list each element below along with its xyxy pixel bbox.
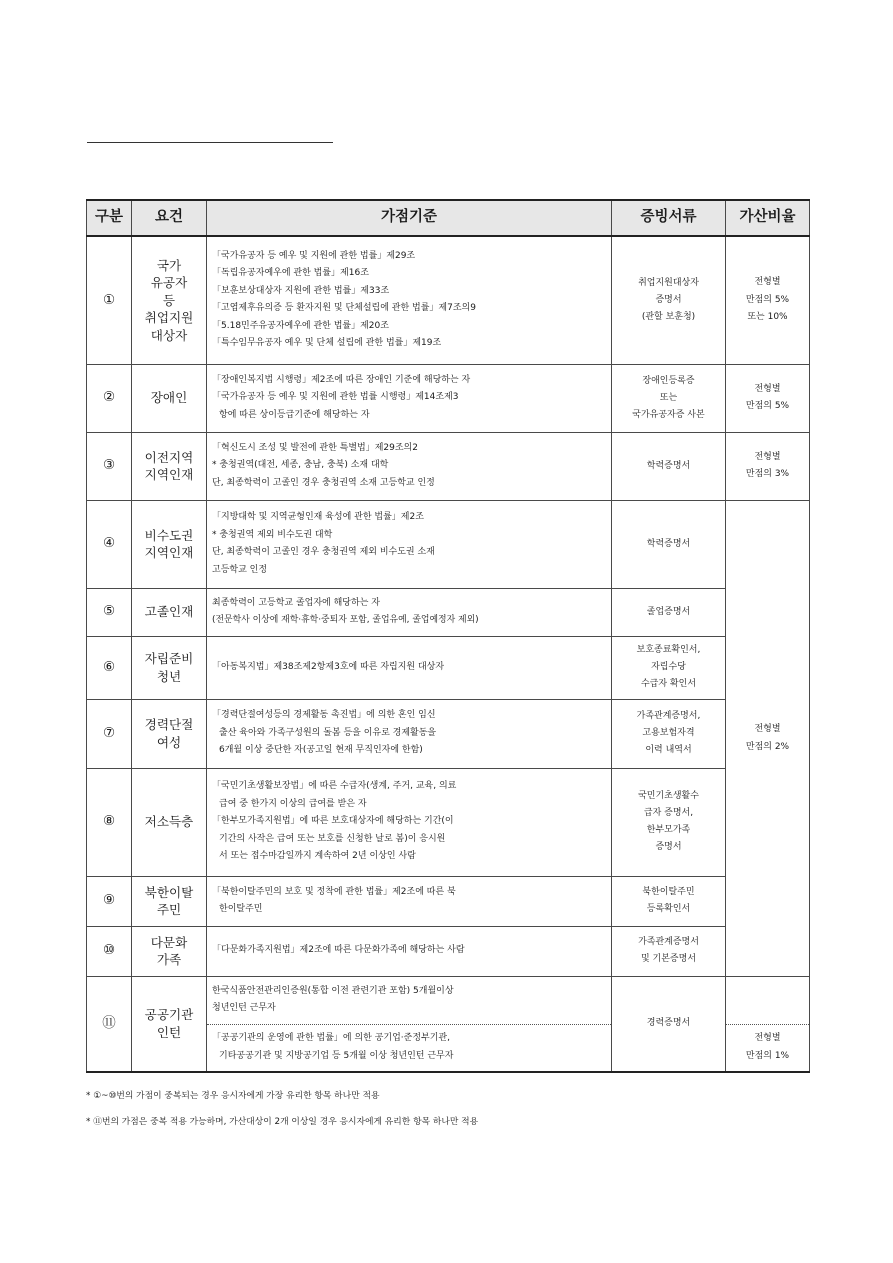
ratio-line: 전형별 (754, 724, 781, 734)
row-requirement (132, 768, 207, 876)
document-line: 이력 내역서 (645, 745, 692, 755)
criteria-line: 「경력단절여성등의 경제활동 촉진법」에 의한 혼인 임신 (212, 710, 436, 721)
row-number: ② (87, 364, 132, 432)
criteria-line: (전문학사 이상에 재학·휴학·중퇴자 포함, 졸업유예, 졸업예정자 제외) (212, 615, 479, 625)
document-line: 수급자 확인서 (640, 679, 697, 689)
requirement-line: 가족 (156, 952, 182, 967)
criteria-line: 「지방대학 및 지역균형인재 육성에 관한 법률」제2조 (212, 512, 424, 522)
document-line: 한부모가족 (646, 825, 691, 835)
criteria-line: 「장애인복지법 시행령」제2조에 따른 장애인 기준에 해당하는 자 (212, 374, 471, 385)
criteria-line: 항에 따른 상이등급기준에 해당하는 자 (219, 409, 370, 420)
row-requirement (132, 926, 207, 976)
row-requirement (132, 699, 207, 768)
row-documents (612, 500, 726, 588)
table-row (87, 926, 810, 976)
document-line: 자립수당 (651, 662, 686, 672)
table-row (87, 768, 810, 876)
requirement-line: 대상자 (150, 327, 188, 343)
ratio-line: 만점의 5% (745, 401, 790, 411)
criteria-line: 「5.18민주유공자예우에 관한 법률」제20조 (212, 320, 389, 331)
requirement-line: 저소득층 (144, 814, 194, 830)
table-row (87, 364, 810, 432)
row-requirement (132, 500, 207, 588)
row-documents (612, 636, 726, 699)
ratio-line: 전형별 (754, 451, 781, 462)
criteria-line: 「아동복지법」제38조제2항제3호에 따른 자립지원 대상자 (212, 661, 445, 672)
requirement-line: 자립준비 (144, 651, 194, 666)
table-row (87, 432, 810, 500)
criteria-line: 기간의 사작은 급여 또는 보호를 신청한 날로 봄)이 응시원 (219, 833, 446, 844)
document-line: 국민기초생활수 (638, 791, 699, 801)
row-documents (612, 768, 726, 876)
requirement-line: 인턴 (156, 1024, 182, 1040)
criteria-line: 최종학력이 고등학교 졸업자에 해당하는 자 (212, 597, 380, 608)
row-criteria (207, 236, 612, 364)
document-line: 등록확인서 (646, 904, 691, 914)
row-number: ⑥ (87, 636, 132, 699)
row-criteria (207, 432, 612, 500)
document-line: (관할 보훈청) (641, 311, 696, 322)
criteria-line: 「한부모가족지원법」에 따른 보호대상자에 해당하는 기간(이 (212, 816, 454, 827)
row-number: ⑧ (87, 768, 132, 876)
requirement-line: 이전지역 (144, 449, 194, 465)
footnote: * ①~⑩번의 가점이 중복되는 경우 응시자에게 가장 유리한 항목 하나만 적용 (86, 1091, 380, 1101)
requirement-line: 국가 (156, 257, 182, 273)
table-row (87, 500, 810, 588)
row-ratio (726, 236, 810, 364)
document-line: 증명서 (655, 294, 682, 305)
requirement-line: 지역인재 (144, 467, 194, 482)
bonus-criteria-table (86, 199, 810, 1073)
document-line: 가족관계증명서, (636, 711, 701, 721)
requirement-line: 등 (162, 292, 176, 308)
criteria-line: 고등학교 인정 (212, 564, 268, 575)
row-criteria (207, 588, 612, 636)
row-requirement (132, 364, 207, 432)
document-line: 학력증명서 (646, 538, 691, 549)
document-line: 취업지원대상자 (638, 277, 699, 288)
ratio-line: 전형별 (754, 277, 781, 287)
requirement-line: 유공자 (150, 275, 188, 290)
row-criteria (207, 500, 612, 588)
criteria-line: 단, 최종학력이 고졸인 경우 충청권역 소재 고등학교 인정 (212, 477, 435, 488)
row-requirement (132, 432, 207, 500)
criteria-line: 「특수임무유공자 예우 및 단체 설립에 관한 법률」제19조 (212, 338, 442, 349)
empty-ratio-cell (726, 976, 810, 1024)
criteria-line: 「고엽제후유의증 등 환자지원 및 단체설립에 관한 법률」제7조의9 (212, 303, 476, 314)
row-requirement (132, 236, 207, 364)
requirement-line: 여성 (156, 734, 182, 750)
row-documents (612, 876, 726, 926)
row-criteria (207, 364, 612, 432)
row-documents (612, 236, 726, 364)
requirement-line: 고졸인재 (144, 604, 194, 620)
row-criteria (207, 768, 612, 876)
header-documents: 증빙서류 (612, 200, 726, 236)
criteria-line: 급여 중 한가지 이상의 급여를 받은 자 (219, 798, 367, 809)
row-documents (612, 364, 726, 432)
criteria-line: 기타공공기관 및 지방공기업 등 5개월 이상 청년인턴 근무자 (219, 1050, 454, 1061)
document-line: 경력증명서 (646, 1018, 691, 1029)
row-criteria-a (207, 976, 612, 1024)
criteria-line: 「다문화가족지원법」제2조에 따른 다문화가족에 해당하는 사람 (212, 945, 465, 956)
criteria-line: 「공공기관의 운영에 관한 법률」에 의한 공기업·준정부기관, (212, 1033, 450, 1044)
criteria-line: 출산 육아와 가족구성원의 돌봄 등을 이유로 경제활동을 (219, 727, 437, 738)
document-line: 및 기본증명서 (640, 954, 697, 964)
table-row (87, 236, 810, 364)
row-ratio (726, 1024, 810, 1072)
requirement-line: 장애인 (150, 390, 188, 406)
top-rule (87, 142, 333, 143)
ratio-line: 전형별 (754, 1033, 781, 1044)
row-number: ③ (87, 432, 132, 500)
criteria-line: 한이탈주민 (219, 904, 263, 914)
requirement-line: 경력단절 (144, 717, 194, 732)
row-ratio (726, 364, 810, 432)
row-criteria (207, 926, 612, 976)
row-criteria (207, 699, 612, 768)
requirement-line: 지역인재 (144, 545, 194, 560)
document-line: 장애인등록증 (642, 375, 695, 386)
row-number: ④ (87, 500, 132, 588)
document-line: 또는 (659, 392, 678, 403)
ratio-line: 만점의 2% (745, 742, 790, 752)
ratio-line: 만점의 5% (745, 294, 790, 305)
criteria-line: 청년인턴 근무자 (212, 1003, 276, 1013)
header-requirement: 요건 (132, 200, 207, 236)
requirement-line: 다문화 (150, 934, 188, 950)
row-criteria-b (207, 1024, 612, 1072)
document-line: 국가유공자증 사본 (632, 409, 705, 420)
row-number: ⑪ (87, 976, 132, 1072)
ratio-line: 만점의 3% (745, 469, 790, 479)
row-requirement (132, 976, 207, 1072)
table-row (87, 976, 810, 1024)
table-row (87, 588, 810, 636)
criteria-line: 「국가유공자 등 예우 및 지원에 관한 법률」제29조 (212, 250, 416, 261)
shared-ratio-cell (726, 500, 810, 976)
criteria-line: 「보훈보상대상자 지원에 관한 법률」제33조 (212, 285, 390, 296)
document-line: 증명서 (655, 842, 682, 852)
criteria-line: 한국식품안전관리인증원(통합 이전 관련기관 포함) 5개월이상 (212, 985, 454, 996)
ratio-line: 전형별 (754, 383, 781, 394)
header-category: 구분 (87, 200, 132, 236)
requirement-line: 청년 (156, 668, 182, 684)
requirement-line: 공공기관 (144, 1007, 194, 1023)
requirement-line: 북한이탈 (144, 884, 194, 900)
table-header-row (87, 200, 810, 236)
row-number: ① (87, 236, 132, 364)
row-criteria (207, 636, 612, 699)
row-number: ⑦ (87, 699, 132, 768)
header-ratio: 가산비율 (726, 200, 810, 236)
row-documents (612, 588, 726, 636)
criteria-line: 「국민기초생활보장법」에 따른 수급자(생계, 주거, 교육, 의료 (212, 781, 457, 792)
row-documents (612, 432, 726, 500)
document-line: 졸업증명서 (646, 606, 691, 617)
row-number: ⑤ (87, 588, 132, 636)
criteria-line: 단, 최종학력이 고졸인 경우 충청권역 제외 비수도권 소재 (212, 547, 435, 557)
row-number: ⑩ (87, 926, 132, 976)
requirement-line: 주민 (156, 902, 182, 917)
header-criteria: 가점기준 (207, 200, 612, 236)
table-row (87, 876, 810, 926)
requirement-line: 비수도권 (144, 527, 194, 543)
row-requirement (132, 876, 207, 926)
document-line: 가족관계증명서 (638, 937, 699, 947)
table-row (87, 699, 810, 768)
row-requirement (132, 636, 207, 699)
criteria-line: 「독립유공자예우에 관한 법률」제16조 (212, 268, 369, 279)
footnote: * ⑪번의 가점은 중복 적용 가능하며, 가산대상이 2개 이상일 경우 응시자에게 유리한 항목 하나만 적용 (86, 1117, 479, 1127)
footnotes (86, 1083, 816, 1135)
criteria-line: 「국가유공자 등 예우 및 지원에 관한 법률 시행령」제14조제3 (212, 392, 459, 403)
row-ratio (726, 432, 810, 500)
row-documents (612, 699, 726, 768)
row-documents (612, 976, 726, 1072)
criteria-line: 6개월 이상 중단한 자(공고일 현재 무직인자에 한함) (219, 745, 423, 756)
document-line: 보호종료확인서, (636, 645, 701, 655)
ratio-line: 또는 10% (747, 312, 788, 322)
criteria-line: * 충청권역 제외 비수도권 대학 (212, 529, 333, 540)
document-line: 급자 증명서, (643, 808, 694, 818)
row-documents (612, 926, 726, 976)
row-requirement (132, 588, 207, 636)
document-line: 고용보험자격 (642, 728, 695, 738)
ratio-line: 만점의 1% (745, 1050, 790, 1061)
row-number: ⑨ (87, 876, 132, 926)
row-criteria (207, 876, 612, 926)
criteria-line: 「북한이탈주민의 보호 및 정착에 관한 법률」제2조에 따른 북 (212, 886, 456, 897)
criteria-line: 「혁신도시 조성 및 발전에 관한 특별법」제29조의2 (212, 442, 418, 453)
document-line: 학력증명서 (646, 460, 691, 471)
criteria-line: 서 또는 접수마감일까지 계속하여 2년 이상인 사람 (219, 851, 416, 862)
requirement-line: 취업지원 (144, 310, 194, 325)
table-row (87, 636, 810, 699)
criteria-line: * 충청권역(대전, 세종, 충남, 충북) 소재 대학 (212, 460, 389, 471)
document-line: 북한이탈주민 (642, 887, 695, 897)
